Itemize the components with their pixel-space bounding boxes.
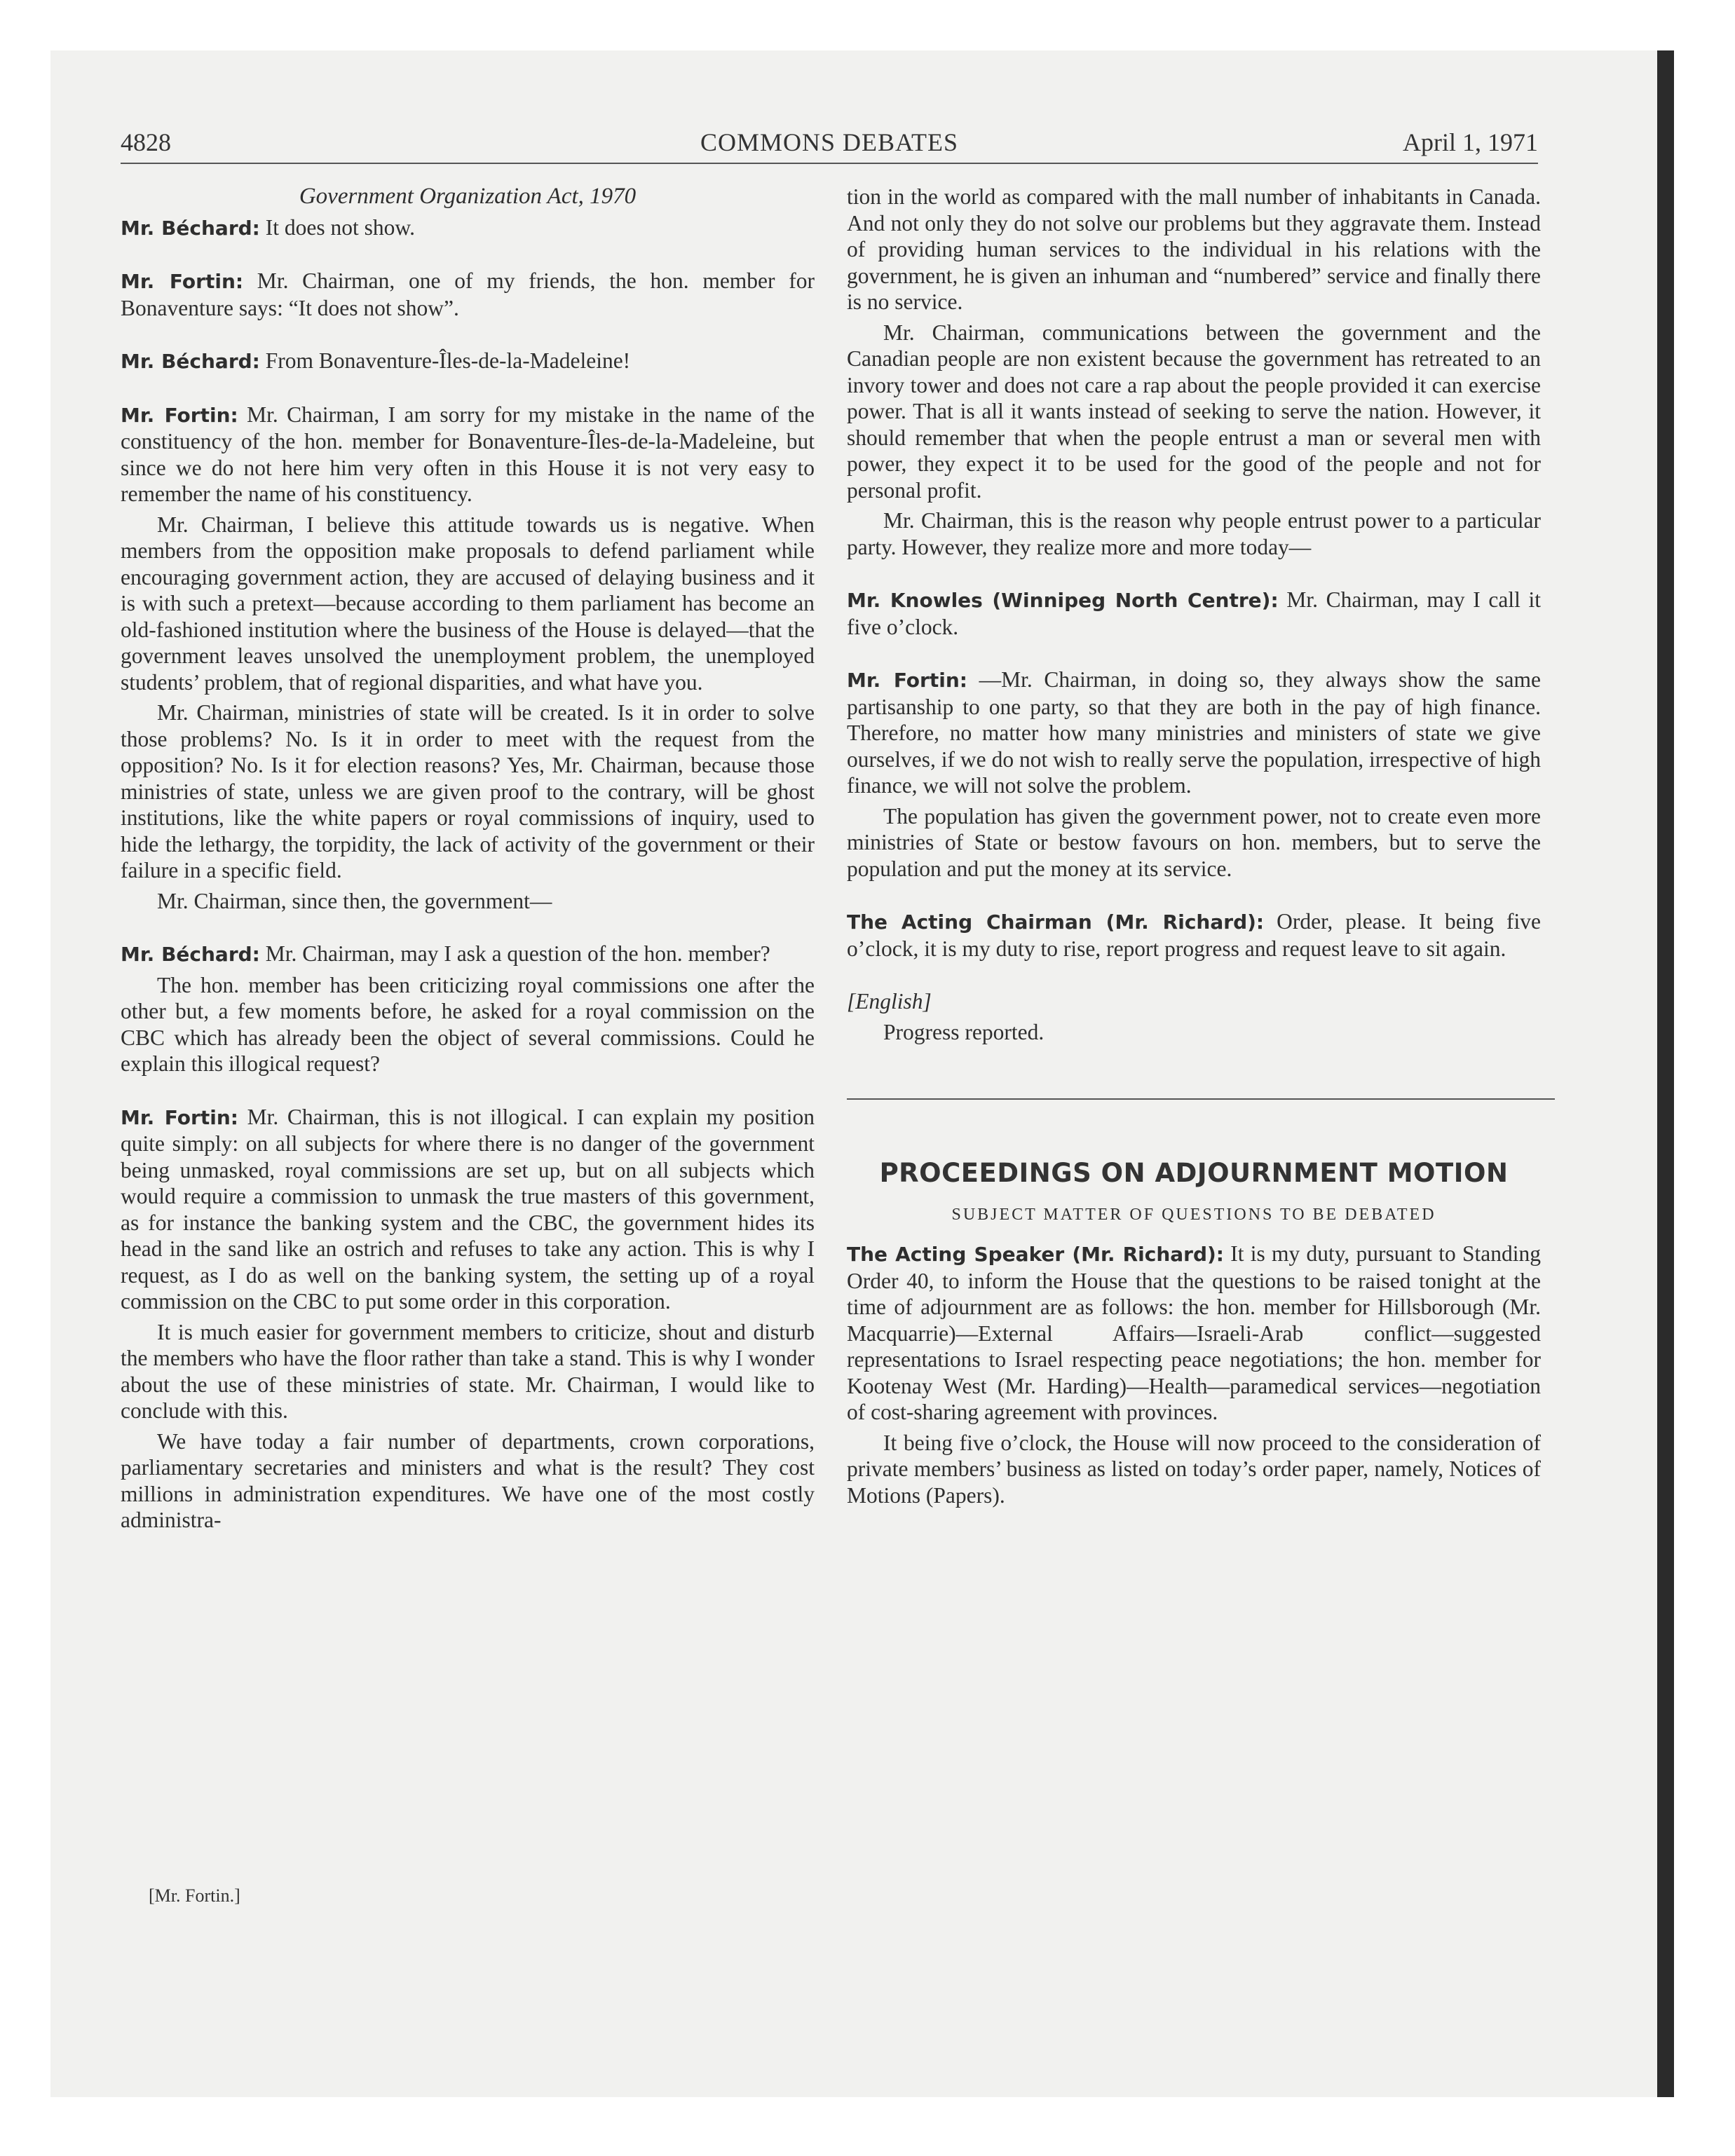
speech-paragraph (121, 268, 815, 321)
speaker-footer: [Mr. Fortin.] (149, 1885, 240, 1906)
speech-text: —Mr. Chairman, in doing so, they always show the same partisanship to one party, so that they are both in the pay of high finance. Therefore, no matter how many ministries and ministers of state we give ourselves, if we do not wish to really serve the population, irrespective of high finance, we will not solve the problem. (847, 667, 1541, 798)
speech-text: Mr. Chairman, I am sorry for my mistake in the name of the constituency of the hon. member for Bonaventure-Îles-de-la-Madeleine, but since we do not here him very often in this House it is not very easy to remember the name of his constituency. (121, 402, 815, 506)
section-subheading: SUBJECT MATTER OF QUESTIONS TO BE DEBATED (951, 1205, 1436, 1224)
paragraph: The hon. member has been criticizing royal commissions one after the other but, a few moments before, he asked for a royal commission on the CBC which has already been the object of several commissions. Could he explain this illogical request? (121, 972, 815, 1076)
speech-text: Mr. Chairman, one of my friends, the hon. member for Bonaventure says: “It does not show”. (121, 268, 815, 320)
section-subtitle: Government Organization Act, 1970 (299, 184, 637, 209)
speech-text: It is my duty, pursuant to Standing Order 40, to inform the House that the questions to be raised tonight at the time of adjournment are as follows: the hon. member for Hillsborough (Mr. Macquarrie)—External Affairs—Israeli-Arab conflict—suggested representations to Israel respecting peace negotiations; the hon. member for Kootenay West (Mr. Harding)—Health—paramedical services—negotiation of cost-sharing agreement with provinces. (847, 1241, 1542, 1424)
left-column (121, 184, 815, 1538)
speech-paragraph (121, 941, 815, 968)
paragraph: Mr. Chairman, since then, the government— (157, 888, 552, 913)
scan-edge-shadow (1657, 50, 1674, 2097)
speech-text: From Bonaventure-Îles-de-la-Madeleine! (259, 348, 631, 373)
page-header (121, 128, 1538, 164)
speaker-name: Mr. Knowles (Winnipeg North Centre): (847, 589, 1279, 612)
paragraph: Mr. Chairman, communications between the government and the Canadian people are non existent because the government has retreated to an invory tower and does not care a rap about the people provided it can exercise power. That is all it wants instead of seeking to serve the nation. However, it should remember that when the people entrust a man or several men with power, they expect it to be used for the good of the people and not for personal profit. (847, 320, 1541, 503)
section-divider (847, 1098, 1555, 1100)
paragraph: Mr. Chairman, this is the reason why people entrust power to a particular party. However, they realize more and more today— (847, 508, 1541, 559)
speech-paragraph (121, 1104, 815, 1315)
speech-paragraph (847, 1241, 1541, 1426)
paragraph: Mr. Chairman, ministries of state will be created. Is it in order to solve those problems? No. Is it in order to meet with the request from the opposition? No. Is it for election reasons? Yes, Mr. Chairman, because those ministries of state, unless we are given proof to the contrary, will be ghost institutions, like the white papers or royal commissions of inquiry, used to hide the lethargy, the torpidity, the lack of activity of the government or their failure in a specific field. (121, 700, 815, 882)
speech-text: Mr. Chairman, may I ask a question of the hon. member? (259, 941, 770, 966)
speaker-name: Mr. Fortin: (121, 403, 238, 427)
paragraph-continued: tion in the world as compared with the mall number of inhabitants in Canada. And not only they do not solve our problems but they aggravate them. Instead of providing human services to the individual in his relations with the government, he is given an inhuman and “numbered” service and finally there is no service. (847, 184, 1541, 314)
speech-text: Mr. Chairman, may I call it five o’clock. (847, 587, 1541, 639)
paragraph: Mr. Chairman, I believe this attitude towards us is negative. When members from the opposition make proposals to defend parliament while encouraging government action, they are accused of delaying business and it is with such a pretext—because according to them parliament has become an old-fashioned institution where the business of the House is delayed—that the government leaves unsolved the unemployment problem, the unemployed students’ problem, that of regional disparities, and what have you. (121, 512, 815, 695)
speaker-name: The Acting Chairman (Mr. Richard): (847, 910, 1265, 934)
speaker-name: The Acting Speaker (Mr. Richard): (847, 1243, 1225, 1266)
speaker-name: Mr. Béchard: (121, 216, 260, 240)
speech-text: It does not show. (259, 214, 415, 240)
speech-paragraph (121, 348, 815, 375)
speech-paragraph (847, 587, 1541, 640)
speech-text: Mr. Chairman, this is not illogical. I can explain my position quite simply: on all subjects for where there is no danger of the government being unmasked, royal commissions are set up, but on all subjects which would require a commission to unmask the true masters of this government, as for instance the banking system and the CBC, the government hides its head in the sand like an ostrich and refuses to take any action. This is why I request, as I do as well on the banking system, the setting up of a royal commission on the CBC to put some order in this corporation. (121, 1104, 815, 1314)
speech-paragraph (847, 667, 1541, 799)
speaker-name: Mr. Fortin: (847, 669, 967, 692)
speech-paragraph (121, 402, 815, 507)
language-marker: [English] (847, 989, 932, 1014)
speech-text: Order, please. It being five o’clock, it is my duty to rise, report progress and request leave to sit again. (847, 909, 1541, 961)
speaker-name: Mr. Béchard: (121, 350, 260, 373)
progress-reported: Progress reported. (883, 1019, 1045, 1044)
speaker-name: Mr. Fortin: (121, 1105, 238, 1129)
section-heading: PROCEEDINGS ON ADJOURNMENT MOTION (879, 1158, 1509, 1188)
paragraph: We have today a fair number of departments, crown corporations, parliamentary secretaries and ministers and what is the result? They cost millions in administration expenditures. We have one of the most costly administra- (121, 1428, 815, 1532)
publication-date: April 1, 1971 (1403, 128, 1538, 156)
publication-title: COMMONS DEBATES (700, 128, 959, 156)
paragraph: It being five o’clock, the House will now proceed to the consideration of private members’ business as listed on today’s order paper, namely, Notices of Motions (Papers). (847, 1430, 1541, 1508)
speaker-name: Mr. Béchard: (121, 943, 260, 966)
right-column (847, 184, 1541, 1513)
paragraph: The population has given the government power, not to create even more ministries of State or bestow favours on hon. members, but to serve the population and put the money at its service. (847, 803, 1541, 881)
page-number: 4828 (121, 128, 171, 156)
speech-paragraph (847, 908, 1541, 962)
paragraph: It is much easier for government members to criticize, shout and disturb the members who have the floor rather than take a stand. This is why I wonder about the use of these ministries of state. Mr. Chairman, I would like to conclude with this. (121, 1319, 815, 1423)
speech-paragraph (121, 214, 815, 242)
speaker-name: Mr. Fortin: (121, 270, 244, 293)
